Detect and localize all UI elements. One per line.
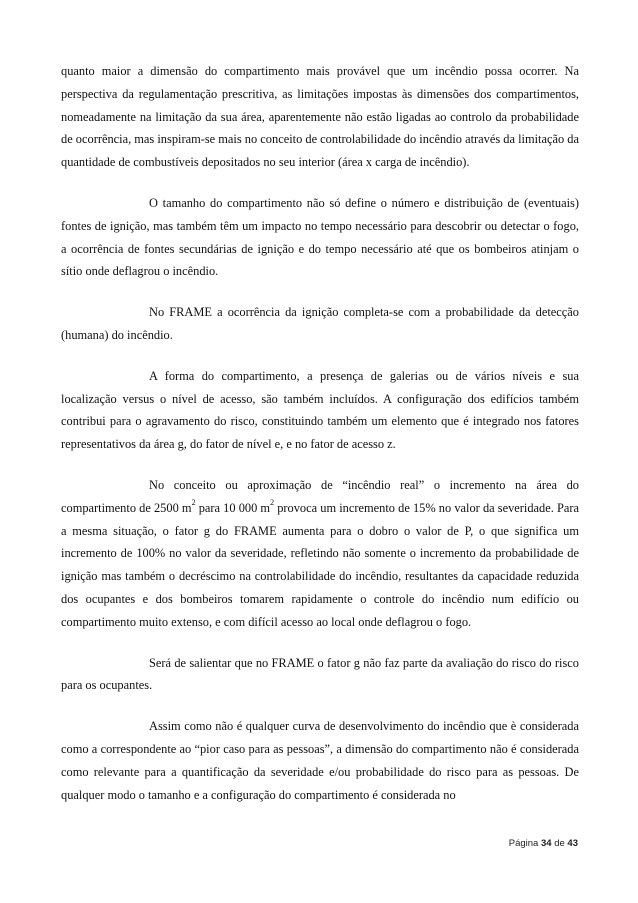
paragraph-5 <box>61 474 579 634</box>
page-number-footer <box>509 838 578 849</box>
paragraph-3: No FRAME a ocorrência da ignição completa-se com a probabilidade da detecção (humana) do incêndio. <box>61 305 579 342</box>
paragraph-1: quanto maior a dimensão do compartimento mais provável que um incêndio possa ocorrer. Na perspectiva da regulamentação prescritiva, as limitações impostas às dimensões dos compartimentos, nomeadamente na limitação da sua área, aparentemente não estão ligadas ao controlo da probabilidade de ocorrência, mas inspiram-se mais no conceito de controlabilidade do incêndio através da limitação da quantidade de combustíveis depositados no seu interior (área x carga de incêndio). <box>61 64 579 170</box>
superscript-2-b: 2 <box>270 497 275 507</box>
paragraph-4: A forma do compartimento, a presença de galerias ou de vários níveis e sua localização versus o nível de acesso, são também incluídos. A configuração dos edifícios também contribui para o agravamento do risco, constituindo também um elemento que é integrado nos fatores representativos da área g, do fator de nível e, e no fator de acesso z. <box>61 368 579 452</box>
document-body <box>61 60 579 806</box>
paragraph-5-text-c: provoca um incremento de 15% no valor da severidade. Para a mesma situação, o fator g do FRAME aumenta para o dobro o valor de P, o que significa um incremento de 100% no valor da severidade, refletindo não somente o incremento da probabilidade de ignição mas também o decréscimo na controlabilidade do incêndio, resultantes da capacidade reduzida dos ocupantes e dos bombeiros tomarem rapidamente o controle do incêndio num edifício ou compartimento muito extenso, e com difícil acesso ao local onde deflagrou o fogo. <box>61 500 580 629</box>
paragraph-5-text-b: para 10 000 m <box>195 500 271 515</box>
paragraph-7: Assim como não é qualquer curva de desenvolvimento do incêndio que è considerada como a correspondente ao “pior caso para as pessoas”, a dimensão do compartimento não é considerada como relevante para a quantificação da severidade e/ou probabilidade do risco para as pessoas. De qualquer modo o tamanho e a configuração do compartimento é considerada no <box>61 719 579 802</box>
total-pages-number: 43 <box>567 838 578 849</box>
of-word: de <box>554 838 565 849</box>
superscript-2-a: 2 <box>191 497 196 507</box>
paragraph-5-text-a: No conceito ou aproximação de “incêndio real” o incremento na área do compartimento de 2500 m <box>61 477 579 515</box>
page-word: Página <box>508 838 539 849</box>
paragraph-2: O tamanho do compartimento não só define o número e distribuição de (eventuais) fontes de ignição, mas também têm um impacto no tempo necessário para descobrir ou detectar o fogo, a ocorrência de fontes secundárias de ignição e do tempo necessário até que os bombeiros atinjam o sítio onde deflagrou o incêndio. <box>61 195 579 279</box>
paragraph-6: Será de salientar que no FRAME o fator g não faz parte da avaliação do risco do risco para os ocupantes. <box>61 655 579 693</box>
current-page-number: 34 <box>540 838 552 849</box>
